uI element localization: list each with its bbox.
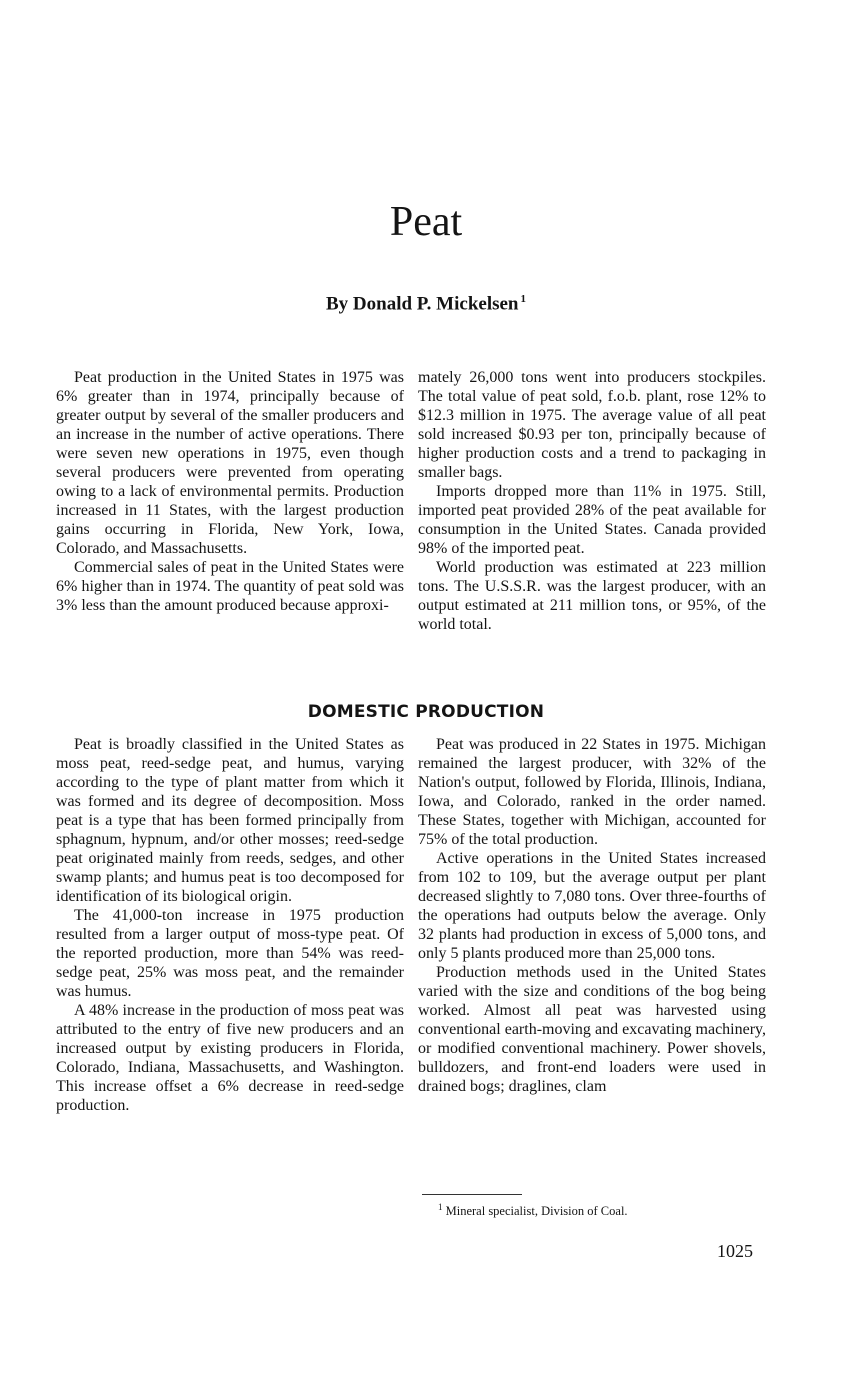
footnote bbox=[438, 1199, 628, 1219]
section-left-column bbox=[56, 735, 404, 1115]
page-title: Peat bbox=[389, 199, 463, 245]
intro-right-column bbox=[418, 368, 766, 634]
section-right-column bbox=[418, 735, 766, 1096]
paragraph: Peat was produced in 22 States in 1975. Michigan remained the largest producer, with 32% of the Nation's output, followed by Florida, Illinois, Indiana, Iowa, and Colorado, ranked in the order named. These States, together with Michigan, accounted for 75% of the total production. bbox=[418, 736, 766, 848]
page-number: 1025 bbox=[717, 1241, 753, 1261]
footnote-divider bbox=[422, 1194, 522, 1195]
paragraph: Production methods used in the United States varied with the size and conditions of the bog being worked. Almost all peat was harvested using conventional earth-moving and excavating machinery, or modified conventional machinery. Power shovels, bulldozers, and front-end loaders were used in drained bogs; draglines, clam bbox=[418, 964, 766, 1095]
paragraph: Commercial sales of peat in the United States were 6% higher than in 1974. The quantity of peat sold was 3% less than the amount produced because approxi- bbox=[56, 559, 404, 614]
paragraph: World production was estimated at 223 million tons. The U.S.S.R. was the largest producer, with an output estimated at 211 million tons, or 95%, of the world total. bbox=[418, 559, 766, 633]
paragraph: Peat production in the United States in 1975 was 6% greater than in 1974, principally because of greater output by several of the smaller producers and an increase in the number of active operations. There were seven new operations in 1975, even though several producers were prevented from operating owing to a lack of environmental permits. Production increased in 11 States, with the largest production gains occurring in Florida, New York, Iowa, Colorado, and Massachusetts. bbox=[56, 369, 404, 557]
author-name: By Donald P. Mickelsen bbox=[326, 293, 519, 315]
paragraph: The 41,000-ton increase in 1975 production resulted from a larger output of moss-type peat. Of the reported production, more than 54% was reed-sedge peat, 25% was moss peat, and the remainder was humus. bbox=[56, 907, 404, 1000]
footnote-number: 1 bbox=[438, 1202, 443, 1212]
section-heading: DOMESTIC PRODUCTION bbox=[307, 702, 545, 722]
paragraph: Active operations in the United States increased from 102 to 109, but the average output per plant decreased slightly to 7,080 tons. Over three-fourths of the operations had outputs below the average. Only 32 plants had production in excess of 5,000 tons, and only 5 plants produced more than 25,000 tons. bbox=[418, 850, 766, 962]
byline bbox=[0, 287, 852, 316]
paragraph: Imports dropped more than 11% in 1975. Still, imported peat provided 28% of the peat available for consumption in the United States. Canada provided 98% of the imported peat. bbox=[418, 483, 766, 557]
paragraph-continuation: mately 26,000 tons went into producers stockpiles. The total value of peat sold, f.o.b. plant, rose 12% to $12.3 million in 1975. The average value of all peat sold increased $0.93 per ton, principally because of higher production costs and a trend to packaging in smaller bags. bbox=[418, 369, 766, 481]
footnote-text: Mineral specialist, Division of Coal. bbox=[445, 1204, 628, 1219]
paragraph: Peat is broadly classified in the United States as moss peat, reed-sedge peat, and humus, varying according to the type of plant matter from which it was formed and its degree of decomposition. Moss peat is a type that has been formed principally from sphagnum, hypnum, and/or other mosses; reed-sedge peat originated mainly from reeds, sedges, and other swamp plants; and humus peat is too decomposed for identification of its biological origin. bbox=[56, 736, 404, 905]
paragraph: A 48% increase in the production of moss peat was attributed to the entry of five new producers and an increased output by existing producers in Florida, Colorado, Indiana, Massachusetts, and Washington. This increase offset a 6% decrease in reed-sedge production. bbox=[56, 1002, 404, 1114]
intro-left-column bbox=[56, 368, 404, 615]
footnote-marker: 1 bbox=[520, 293, 526, 305]
